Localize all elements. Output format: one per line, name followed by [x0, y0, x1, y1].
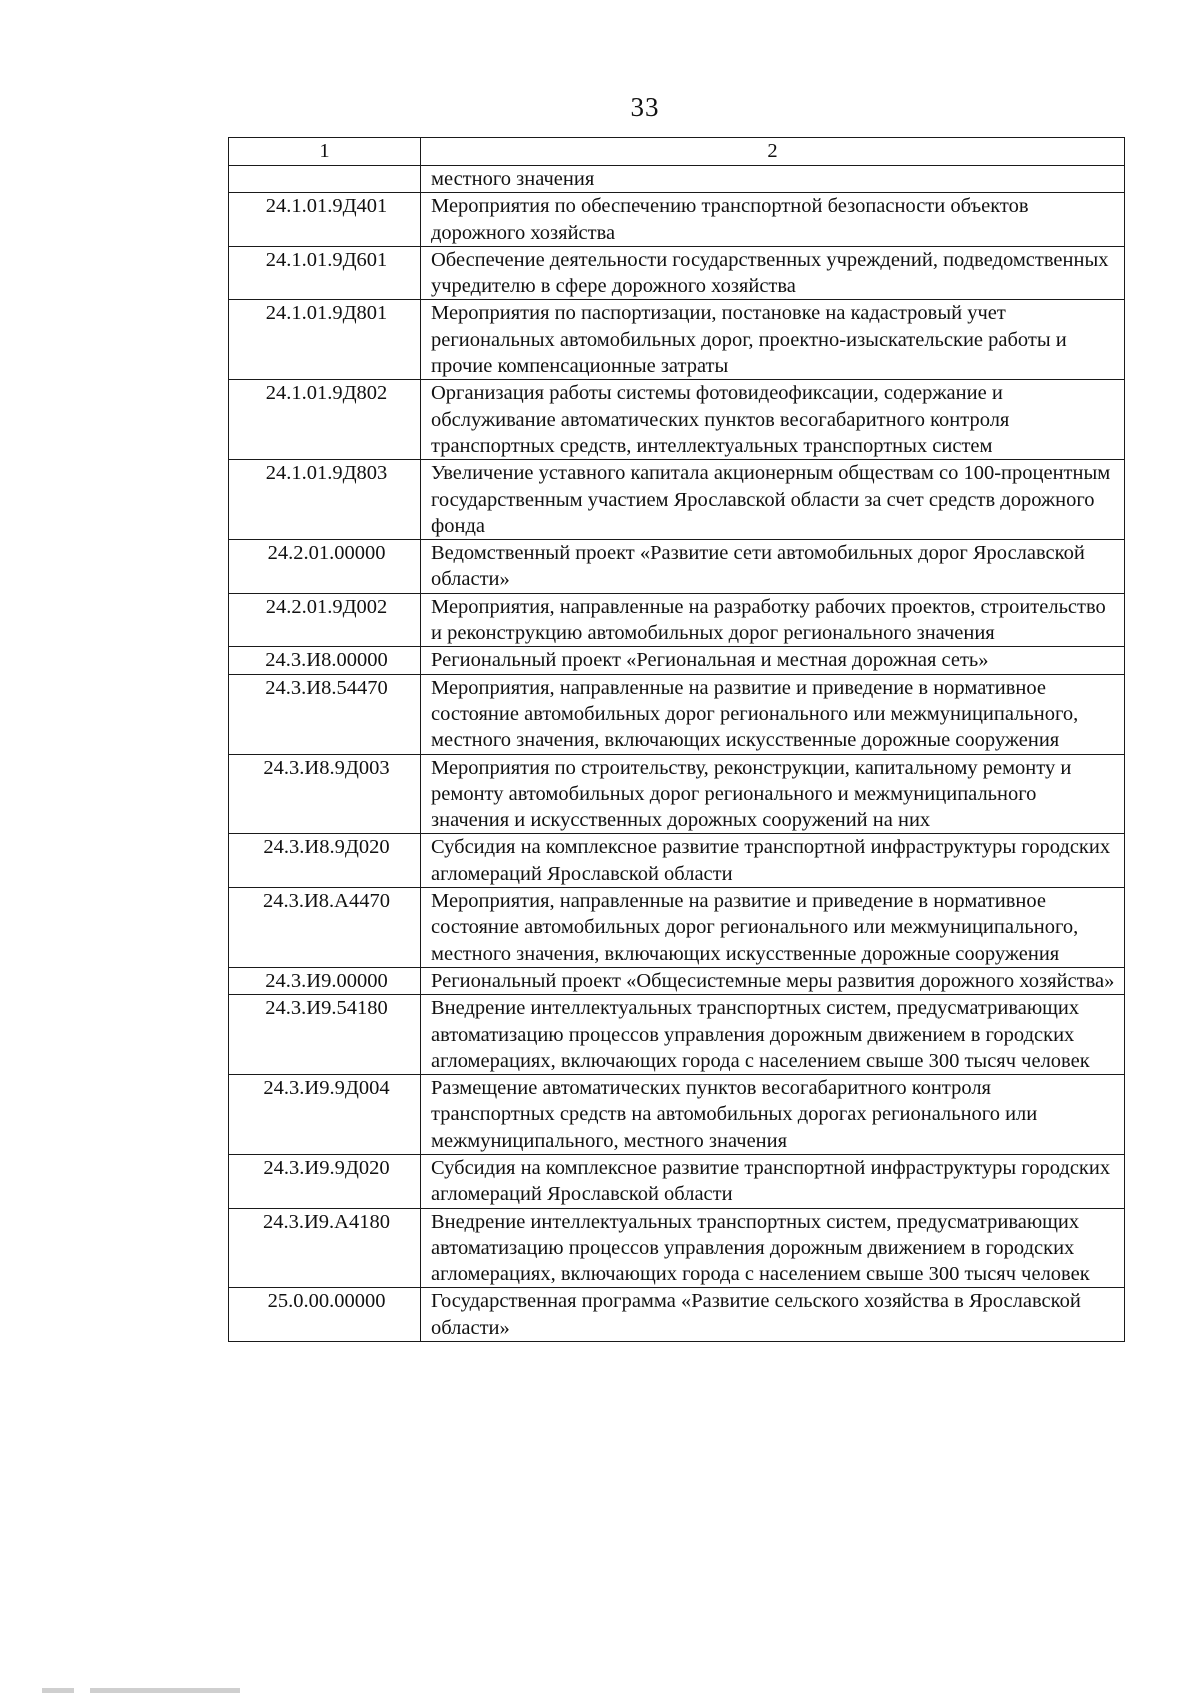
row-code: 24.3.И9.9Д020 [229, 1154, 421, 1208]
row-code: 24.1.01.9Д802 [229, 380, 421, 460]
table-header [229, 138, 1125, 166]
row-code: 24.1.01.9Д801 [229, 300, 421, 380]
row-description: Размещение автоматических пунктов весогабаритного контроля транспортных средств на автомобильных дорогах регионального или межмуниципального, местного значения [421, 1075, 1125, 1155]
row-code: 24.2.01.9Д002 [229, 593, 421, 647]
table-row [229, 380, 1125, 460]
scan-artifact [42, 1688, 74, 1693]
row-description: Мероприятия, направленные на развитие и приведение в нормативное состояние автомобильных дорог регионального или межмуниципального, местного значения, включающих искусственные дорожные сооружения [421, 674, 1125, 754]
table-row [229, 246, 1125, 300]
table-row [229, 967, 1125, 994]
row-code: 24.1.01.9Д401 [229, 193, 421, 247]
row-description: Региональный проект «Общесистемные меры развития дорожного хозяйства» [421, 967, 1125, 994]
table-body [229, 166, 1125, 1342]
table-row [229, 834, 1125, 888]
scan-artifact [90, 1688, 240, 1693]
table-row [229, 995, 1125, 1075]
row-description: Субсидия на комплексное развитие транспортной инфраструктуры городских агломераций Ярославской области [421, 834, 1125, 888]
header-row [229, 138, 1125, 166]
row-description: Организация работы системы фотовидеофиксации, содержание и обслуживание автоматических пунктов весогабаритного контроля транспортных средств, интеллектуальных транспортных систем [421, 380, 1125, 460]
row-description: Обеспечение деятельности государственных учреждений, подведомственных учредителю в сфере дорожного хозяйства [421, 246, 1125, 300]
row-description: Региональный проект «Региональная и местная дорожная сеть» [421, 647, 1125, 674]
table-row [229, 647, 1125, 674]
page-number: 33 [630, 92, 660, 122]
row-code: 24.3.И9.00000 [229, 967, 421, 994]
row-code: 24.3.И8.00000 [229, 647, 421, 674]
row-code: 24.2.01.00000 [229, 540, 421, 594]
row-description: Государственная программа «Развитие сельского хозяйства в Ярославской области» [421, 1288, 1125, 1342]
table-row [229, 540, 1125, 594]
table-row [229, 300, 1125, 380]
table-row [229, 460, 1125, 540]
row-description: Внедрение интеллектуальных транспортных систем, предусматривающих автоматизацию процессов управления дорожным движением в городских агломерациях, включающих города с населением свыше 300 тысяч человек [421, 1208, 1125, 1288]
column-header-1: 1 [229, 138, 421, 166]
table-row [229, 166, 1125, 193]
row-description: местного значения [421, 166, 1125, 193]
row-description: Мероприятия по строительству, реконструкции, капитальному ремонту и ремонту автомобильных дорог регионального и межмуниципального значения и искусственных дорожных сооружений на них [421, 754, 1125, 834]
table-row [229, 1208, 1125, 1288]
row-description: Субсидия на комплексное развитие транспортной инфраструктуры городских агломераций Ярославской области [421, 1154, 1125, 1208]
row-code: 24.3.И8.А4470 [229, 888, 421, 968]
table-row [229, 1288, 1125, 1342]
row-description: Внедрение интеллектуальных транспортных систем, предусматривающих автоматизацию процессов управления дорожным движением в городских агломерациях, включающих города с населением свыше 300 тысяч человек [421, 995, 1125, 1075]
table-row [229, 1075, 1125, 1155]
row-code: 24.1.01.9Д601 [229, 246, 421, 300]
column-header-2: 2 [421, 138, 1125, 166]
row-code: 25.0.00.00000 [229, 1288, 421, 1342]
row-description: Мероприятия, направленные на развитие и приведение в нормативное состояние автомобильных дорог регионального или межмуниципального, местного значения, включающих искусственные дорожные сооружения [421, 888, 1125, 968]
table-row [229, 193, 1125, 247]
row-code: 24.3.И8.9Д003 [229, 754, 421, 834]
row-code: 24.3.И9.54180 [229, 995, 421, 1075]
row-code: 24.1.01.9Д803 [229, 460, 421, 540]
row-description: Мероприятия, направленные на разработку рабочих проектов, строительство и реконструкцию автомобильных дорог регионального значения [421, 593, 1125, 647]
row-code: 24.3.И9.9Д004 [229, 1075, 421, 1155]
table-row [229, 593, 1125, 647]
budget-code-table [228, 137, 1125, 1342]
table-row [229, 674, 1125, 754]
table-row [229, 888, 1125, 968]
row-code [229, 166, 421, 193]
row-description: Мероприятия по паспортизации, постановке на кадастровый учет региональных автомобильных дорог, проектно-изыскательские работы и прочие компенсационные затраты [421, 300, 1125, 380]
row-code: 24.3.И8.9Д020 [229, 834, 421, 888]
row-code: 24.3.И9.А4180 [229, 1208, 421, 1288]
row-description: Мероприятия по обеспечению транспортной безопасности объектов дорожного хозяйства [421, 193, 1125, 247]
row-description: Ведомственный проект «Развитие сети автомобильных дорог Ярославской области» [421, 540, 1125, 594]
row-code: 24.3.И8.54470 [229, 674, 421, 754]
table-row [229, 1154, 1125, 1208]
table-row [229, 754, 1125, 834]
row-description: Увеличение уставного капитала акционерным обществам со 100-процентным государственным участием Ярославской области за счет средств дорожного фонда [421, 460, 1125, 540]
